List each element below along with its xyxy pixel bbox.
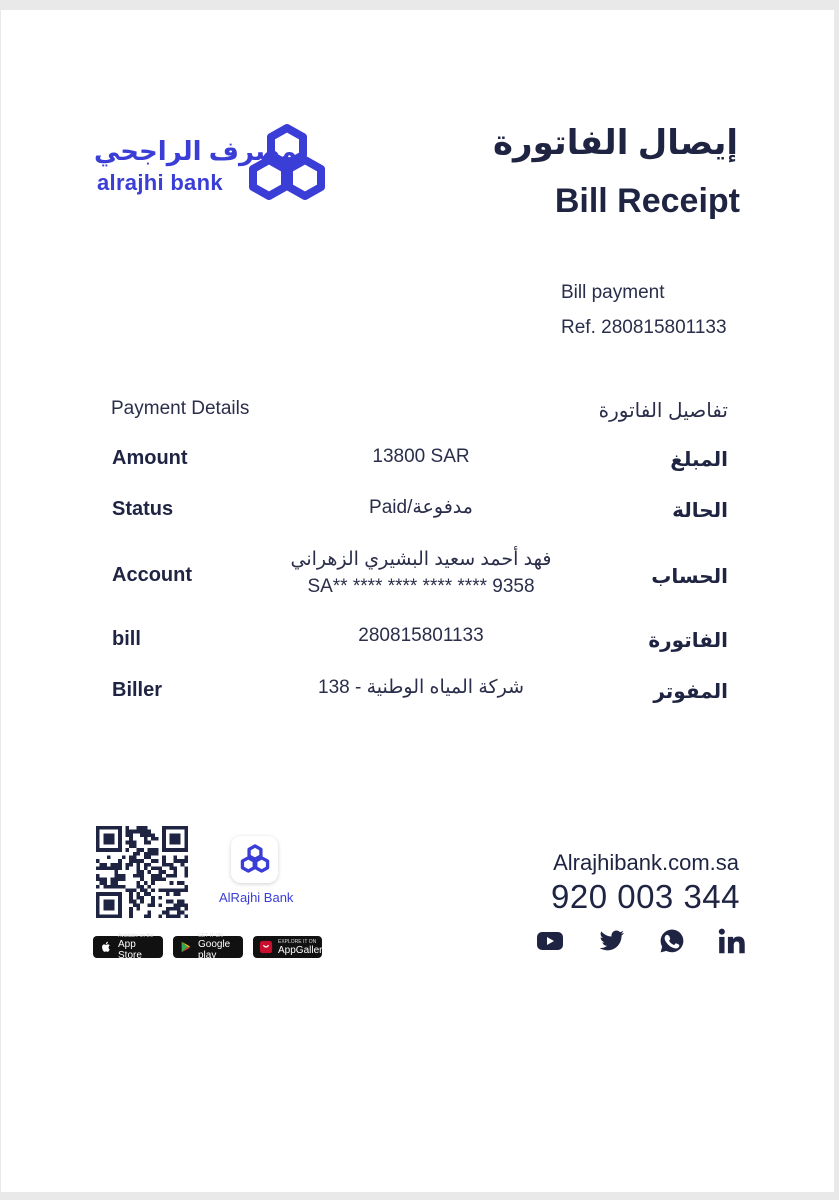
- apple-icon: [99, 940, 113, 954]
- receipt-page: [1, 10, 834, 1192]
- amount-label-arabic: المبلغ: [670, 449, 728, 471]
- logo-english-text: alrajhi bank: [97, 170, 223, 195]
- badge-label: Google play: [198, 939, 231, 961]
- badge-caption: EXPLORE IT ON: [278, 938, 317, 945]
- badge-caption: GET IT ON: [198, 933, 223, 939]
- biller-label-arabic: المفوتر: [653, 681, 728, 703]
- biller-label: Biller: [112, 679, 163, 701]
- bill-number-value: 280815801133: [358, 625, 484, 646]
- twitter-icon[interactable]: [598, 928, 626, 954]
- status-value: Paid/مدفوعة: [369, 497, 473, 518]
- receipt-type: Bill payment: [561, 282, 665, 303]
- amount-label: Amount: [112, 447, 188, 469]
- logo-arabic-text: مصرف الراجحي: [94, 136, 297, 166]
- account-label-arabic: الحساب: [651, 566, 728, 588]
- bill-label: bill: [112, 628, 141, 650]
- status-label-arabic: الحالة: [672, 500, 728, 522]
- details-heading-arabic: تفاصيل الفاتورة: [598, 400, 728, 422]
- account-label: Account: [112, 564, 192, 586]
- google-play-badge[interactable]: [173, 933, 243, 961]
- details-heading: Payment Details: [111, 398, 250, 419]
- page-title-arabic: إيصال الفاتورة: [492, 124, 738, 162]
- account-iban: SA** **** **** **** **** 9358: [307, 576, 535, 597]
- linkedin-icon[interactable]: [718, 928, 746, 954]
- badge-label: AppGallery: [278, 944, 328, 956]
- youtube-icon[interactable]: [536, 928, 564, 954]
- biller-value: شركة المياه الوطنية - 138: [318, 677, 524, 698]
- website-link[interactable]: Alrajhibank.com.sa: [553, 850, 739, 875]
- phone-number[interactable]: 920 003 344: [550, 878, 740, 915]
- page-title: Bill Receipt: [554, 182, 740, 220]
- bill-label-arabic: الفاتورة: [648, 630, 728, 652]
- account-holder-name: فهد أحمد سعيد البشيري الزهراني: [290, 549, 552, 570]
- google-play-icon: [179, 940, 193, 954]
- alrajhi-logo-icon: [241, 120, 333, 217]
- app-store-badge[interactable]: [93, 933, 163, 961]
- reference-number: Ref. 280815801133: [561, 317, 727, 338]
- appgallery-icon: [259, 940, 273, 954]
- badge-caption: Available on the: [118, 933, 154, 939]
- whatsapp-icon[interactable]: [658, 928, 686, 954]
- app-name: AlRajhi Bank: [219, 890, 294, 905]
- app-icon[interactable]: [231, 836, 278, 883]
- qr-code[interactable]: [96, 826, 188, 923]
- appgallery-badge[interactable]: [253, 936, 328, 958]
- status-label: Status: [112, 498, 174, 520]
- badge-label: App Store: [118, 939, 142, 961]
- amount-value: 13800 SAR: [372, 446, 470, 467]
